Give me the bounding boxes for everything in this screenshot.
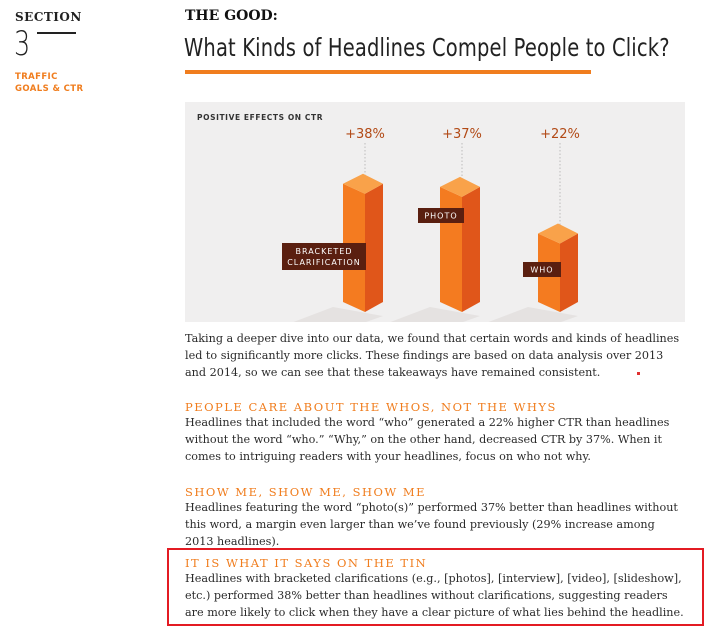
bar-side-face xyxy=(365,184,383,312)
subheading-whos: PEOPLE CARE ABOUT THE WHOS, NOT THE WHYS xyxy=(185,400,557,414)
page-kicker: THE GOOD: xyxy=(185,8,278,24)
bar-category-label: CLARIFICATION xyxy=(287,258,361,267)
bar-category-label: WHO xyxy=(530,265,554,275)
section-label: SECTION xyxy=(15,10,82,24)
ctr-bar-chart xyxy=(185,102,685,322)
bar-side-face xyxy=(462,187,480,312)
bar-value-label: +22% xyxy=(540,127,580,142)
paragraph-photos: Headlines featuring the word “photo(s)” performed 37% better than headlines without this word, a margin even larger than we’ve found previously (29% increase among 2013 headlines). xyxy=(185,501,678,548)
bar-side-face xyxy=(560,234,578,312)
intro-paragraph: Taking a deeper dive into our data, we found that certain words and kinds of headlines led to significantly more clicks. These findings are based on data analysis over 2013 and 2014, so we can see that these takeaways have remained consistent. xyxy=(185,332,680,379)
chart-title: POSITIVE EFFECTS ON CTR xyxy=(197,113,324,122)
bar-category-label: BRACKETED xyxy=(295,247,353,256)
bar-value-label: +38% xyxy=(345,127,385,142)
page-title: What Kinds of Headlines Compel People to Click? xyxy=(184,33,670,62)
section-topic-line: GOALS & CTR xyxy=(15,84,84,94)
bar-category-label: PHOTO xyxy=(424,211,458,221)
subheading-bracketed: IT IS WHAT IT SAYS ON THE TIN xyxy=(185,556,428,570)
subheading-photos: SHOW ME, SHOW ME, SHOW ME xyxy=(185,485,427,499)
title-underline xyxy=(185,70,591,74)
bar-front-face xyxy=(440,187,462,312)
section-topic xyxy=(15,71,83,95)
section-rule xyxy=(37,32,76,34)
chart-panel xyxy=(185,102,685,322)
bar-value-label: +37% xyxy=(442,127,482,142)
section-topic-line: TRAFFIC xyxy=(15,72,58,82)
section-number: 3 xyxy=(14,24,31,64)
paragraph-bracketed: Headlines with bracketed clarifications (e.g., [photos], [interview], [video], [slideshow], etc.) performed 38% better than headlines without clarifications, suggesting readers are more likely to click when they have a clear picture of what lies behind the headline. xyxy=(185,572,684,619)
stray-mark xyxy=(637,372,640,375)
paragraph-whos: Headlines that included the word “who” generated a 22% higher CTR than headlines without the word “who.” “Why,” on the other hand, decreased CTR by 37%. When it comes to intriguing readers with your headlines, focus on who not why. xyxy=(185,416,670,463)
